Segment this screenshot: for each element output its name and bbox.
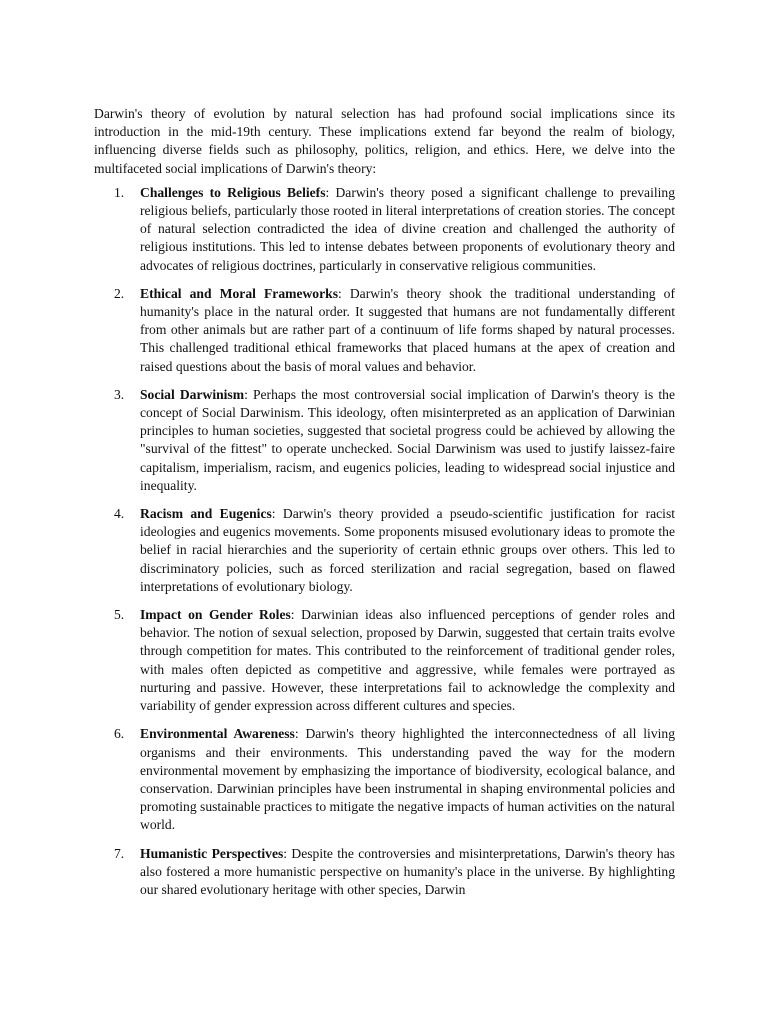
list-item [94,725,675,834]
list-item [94,505,675,596]
implications-list [94,184,675,899]
list-item-number: 5. [114,607,125,623]
list-item-title: Challenges to Religious Beliefs [140,184,326,200]
list-item-title: Social Darwinism [140,386,245,402]
intro-paragraph: Darwin's theory of evolution by natural selection has had profound social implications since its introduction in the mid-19th century. These implications extend far beyond the realm of biology, influencing diverse fields such as philosophy, politics, religion, and ethics. Here, we delve into the multifaceted social implications of Darwin's theory: [94,106,675,176]
list-item [94,386,675,495]
list-item-text: : Darwin's theory posed a significant challenge to prevailing religious beliefs, particularly those rooted in literal interpretations of creation stories. The concept of natural selection contradicted the idea of divine creation and challenged the authority of religious institutions. This led to intense debates between proponents of evolutionary theory and advocates of religious doctrines, particularly in conservative religious communities. [140,184,676,273]
list-item-number: 7. [114,845,125,861]
list-item-title: Impact on Gender Roles [140,607,291,623]
list-item-text: : Darwin's theory provided a pseudo-scientific justification for racist ideologies and eugenics movements. Some proponents misused evolutionary ideas to promote the belief in racial hierarchies and the superiority of certain ethnic groups over others. This led to discriminatory policies, such as forced sterilization and racial segregation, based on flawed interpretations of evolutionary biology. [140,506,676,594]
list-item-title: Humanistic Perspectives [140,845,284,861]
list-item-number: 4. [114,506,125,522]
list-item [94,845,675,900]
list-item-text: : Darwinian ideas also influenced perceptions of gender roles and behavior. The notion of sexual selection, proposed by Darwin, suggested that certain traits evolve through competition for mates. This contributed to the reinforcement of traditional gender roles, with males often depicted as competitive and aggressive, while females were portrayed as nurturing and passive. However, these interpretations fail to acknowledge the complexity and variability of gender expression across different cultures and species. [140,607,675,714]
list-item [94,184,675,275]
list-item-title: Ethical and Moral Frameworks [140,285,338,301]
list-item-text: : Perhaps the most controversial social implication of Darwin's theory is the concept of Social Darwinism. This ideology, often misinterpreted as an application of Darwinian principles to human societies, suggested that societal progress could be achieved by allowing the "survival of the fittest" to operate unchecked. Social Darwinism was used to justify laissez-faire capitalism, imperialism, racism, and eugenics policies, leading to widespread social injustice and inequality. [140,386,676,493]
list-item-text: : Despite the controversies and misinterpretations, Darwin's theory has also fostered a more humanistic perspective on humanity's place in the universe. By highlighting our shared evolutionary heritage with other species, Darwin [140,845,675,897]
document-body [94,105,675,909]
list-item-number: 1. [114,184,125,200]
list-item-number: 2. [114,285,125,301]
list-item-number: 6. [114,726,125,742]
list-item-text: : Darwin's theory shook the traditional understanding of humanity's place in the natural order. It suggested that humans are not fundamentally different from other animals but are rather part of a continuum of life forms shaped by natural processes. This challenged traditional ethical frameworks that placed humans at the apex of creation and raised questions about the basis of moral values and behavior. [140,285,675,374]
list-item [94,606,675,715]
list-item-title: Environmental Awareness [140,726,295,742]
list-item-text: : Darwin's theory highlighted the interconnectedness of all living organisms and their environments. This understanding paved the way for the modern environmental movement by emphasizing the importance of biodiversity, ecological balance, and conservation. Darwinian principles have been instrumental in shaping environmental policies and promoting sustainable practices to mitigate the negative impacts of human activities on the natural world. [140,726,676,833]
list-item-number: 3. [114,386,125,402]
list-item-title: Racism and Eugenics [140,506,272,522]
list-item [94,285,675,376]
